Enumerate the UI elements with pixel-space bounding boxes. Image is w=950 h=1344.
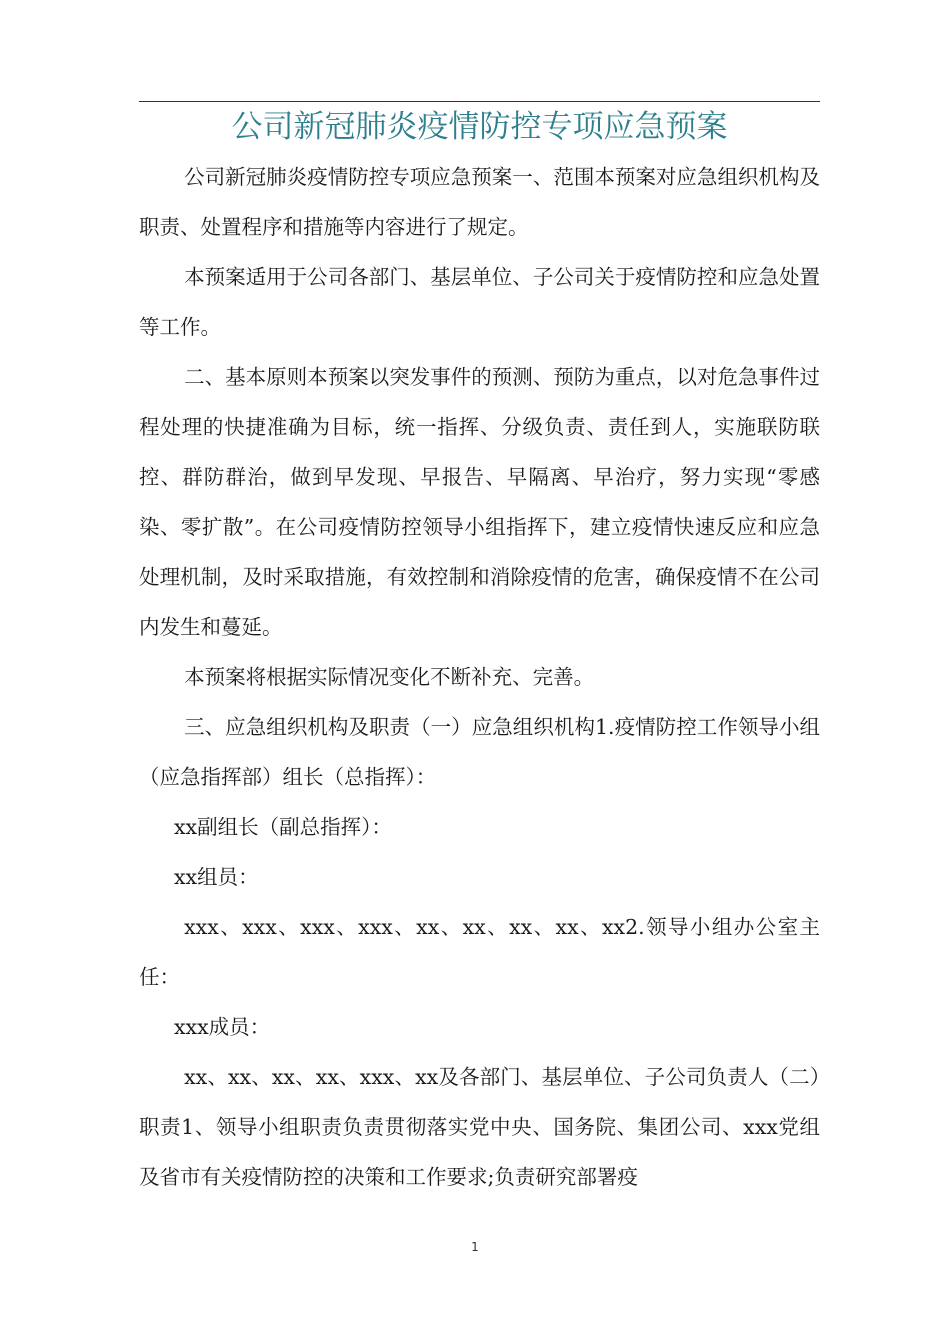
header-rule	[139, 101, 820, 102]
paragraph-applicability: 本预案适用于公司各部门、基层单位、子公司关于疫情防控和应急处置等工作。	[139, 265, 820, 339]
page-number: 1	[471, 1240, 479, 1254]
paragraph-updates: 本预案将根据实际情况变化不断补充、完善。	[184, 665, 595, 689]
document-body	[139, 152, 820, 1202]
paragraph-member-list: xxx、xxx、xxx、xxx、xx、xx、xx、xx、xx2.领导小组办公室主任：	[139, 915, 820, 989]
paragraph-principles: 二、基本原则本预案以突发事件的预测、预防为重点，以对危急事件过程处理的快捷准确为目标，统一指挥、分级负责、责任到人，实施联防联控、群防群治，做到早发现、早报告、早隔离、早治疗，努力实现“零感染、零扩散”。在公司疫情防控领导小组指挥下，建立疫情快速反应和应急处理机制，及时采取措施，有效控制和消除疫情的危害，确保疫情不在公司内发生和蔓延。	[139, 365, 820, 639]
paragraph-deputy-leader: xx副组长（副总指挥）：	[174, 815, 392, 839]
paragraph-organization: 三、应急组织机构及职责（一）应急组织机构1.疫情防控工作领导小组（应急指挥部）组长（总指挥）：	[139, 715, 820, 789]
paragraph-members: xx组员：	[174, 865, 259, 889]
document-title: 公司新冠肺炎疫情防控专项应急预案	[231, 109, 728, 145]
paragraph-scope: 公司新冠肺炎疫情防控专项应急预案一、范围本预案对应急组织机构及职责、处置程序和措施等内容进行了规定。	[139, 165, 820, 239]
paragraph-responsibilities: xx、xx、xx、xx、xxx、xx及各部门、基层单位、子公司负责人（二）职责1、领导小组职责负责贯彻落实党中央、国务院、集团公司、xxx党组及省市有关疫情防控的决策和工作要求;负责研究部署疫	[139, 1065, 820, 1189]
paragraph-office-members: xxx成员：	[174, 1015, 271, 1039]
